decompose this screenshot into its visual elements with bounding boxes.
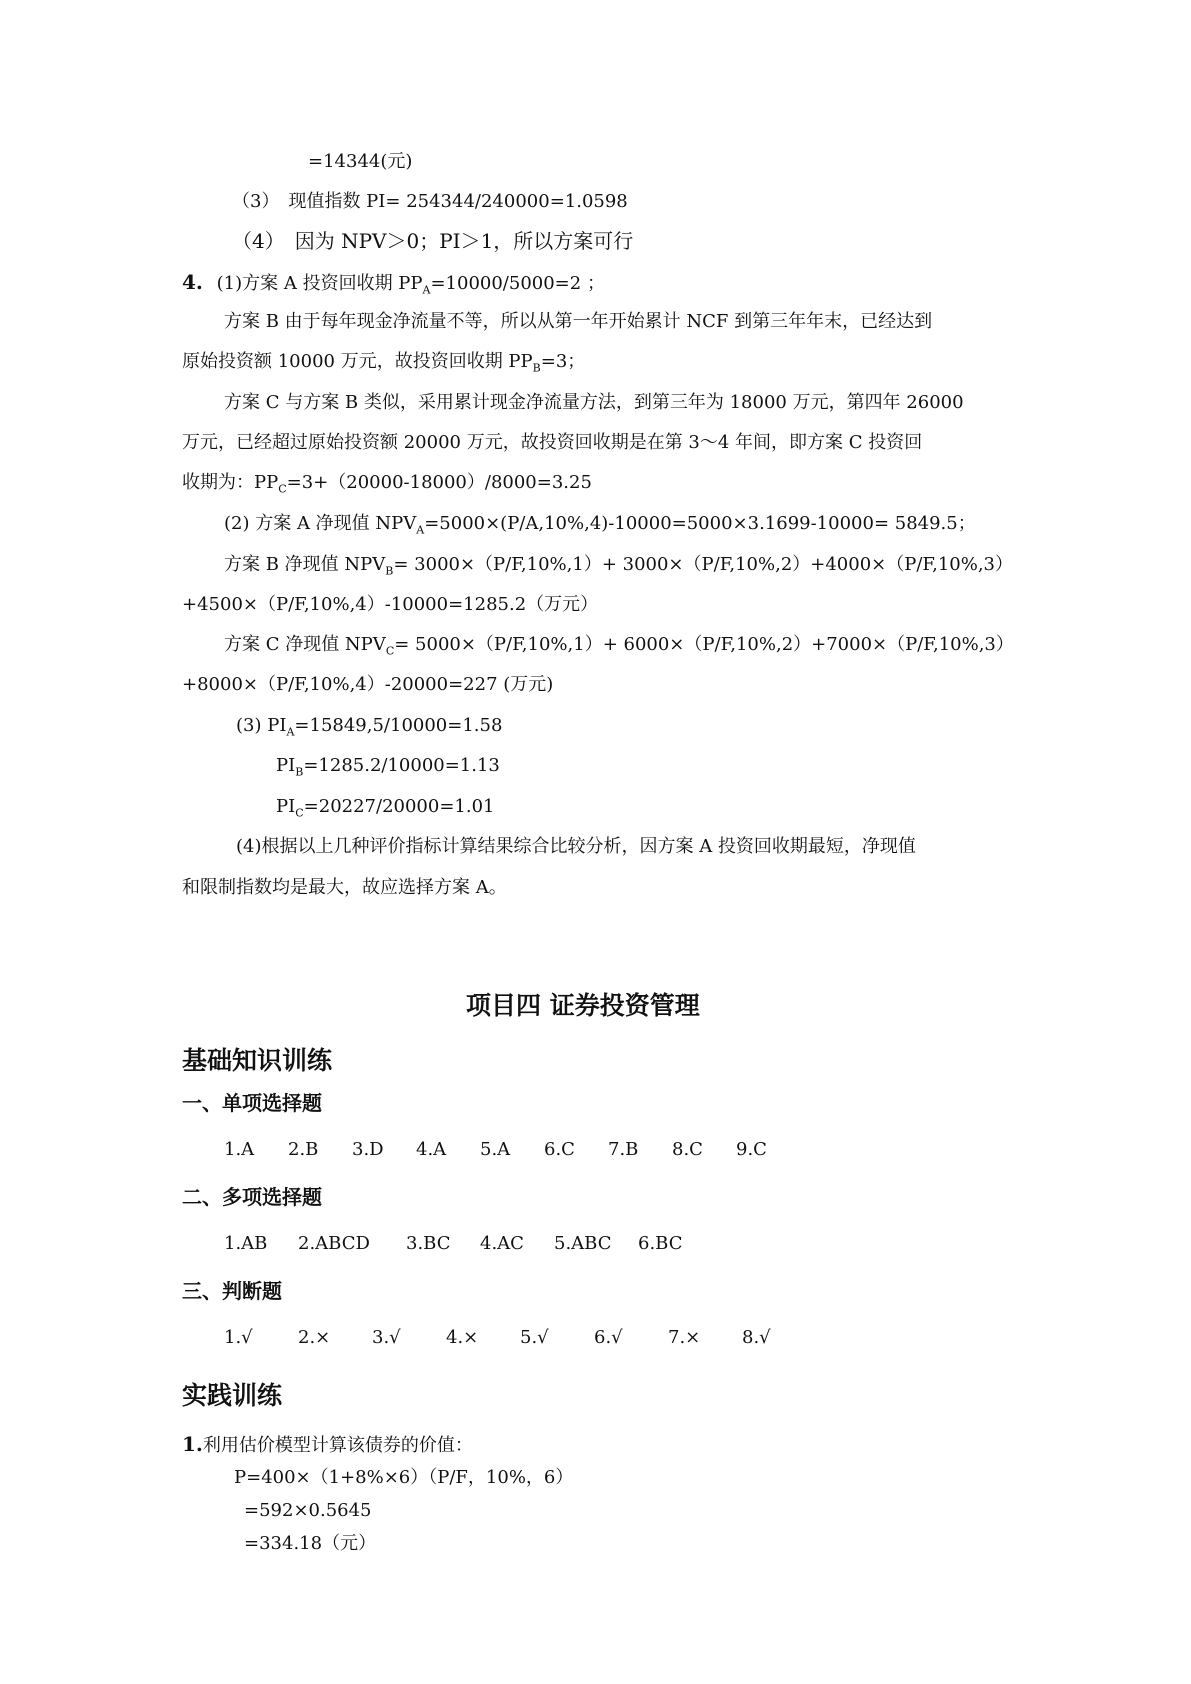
text-segment: 利用估价模型计算该债券的价值： xyxy=(202,1435,473,1456)
text-line: (4)根据以上几种评价指标计算结果综合比较分析，因方案 A 投资回收期最短，净现值 xyxy=(236,836,916,857)
subscript: B xyxy=(295,765,304,779)
text-segment: =1285.2/10000=1.13 xyxy=(303,755,500,776)
subscript: A xyxy=(416,523,425,537)
text-segment: =3； xyxy=(540,351,586,372)
text-line xyxy=(224,553,1013,584)
formula-line: =592×0.5645 xyxy=(244,1500,372,1521)
text-segment: = 3000×（P/F,10%,1）+ 3000×（P/F,10%,2）+4000×（P/F,10%,3） xyxy=(393,554,1014,575)
section-title-basic: 基础知识训练 xyxy=(182,1046,333,1075)
answer-item: 9.C xyxy=(736,1139,767,1160)
text-segment: 方案 B 净现值 NPV xyxy=(224,554,386,575)
answer-item: 6.C xyxy=(544,1139,575,1160)
answer-item: 1.√ xyxy=(224,1327,253,1348)
answer-item: 3.√ xyxy=(372,1327,401,1348)
formula-line: P=400×（1+8%×6）（P/F，10%，6） xyxy=(234,1467,574,1488)
answer-row-multiple-choice xyxy=(224,1232,698,1256)
text-segment: =15849,5/10000=1.58 xyxy=(294,715,503,736)
text-segment: (1)方案 A 投资回收期 PP xyxy=(216,273,423,294)
answer-item: 1.AB xyxy=(224,1233,268,1254)
answer-item: 3.BC xyxy=(406,1233,451,1254)
subscript: C xyxy=(278,482,287,496)
subscript: C xyxy=(295,806,304,820)
text-line xyxy=(224,633,1014,664)
text-segment: =20227/20000=1.01 xyxy=(303,796,495,817)
answer-item: 8.C xyxy=(672,1139,703,1160)
text-line xyxy=(182,350,585,381)
subscript: A xyxy=(286,725,295,739)
answer-item: 6.√ xyxy=(594,1327,623,1348)
answer-item: 1.A xyxy=(224,1139,255,1160)
subscript: C xyxy=(385,644,395,658)
answer-item: 5.√ xyxy=(520,1327,549,1348)
text-segment: 原始投资额 10000 万元，故投资回收期 PP xyxy=(182,351,533,372)
answer-item: 7.B xyxy=(608,1139,639,1160)
text-segment: (2) 方案 A 净现值 NPV xyxy=(224,513,417,534)
question-number: 4. xyxy=(182,270,203,294)
answer-item: 6.BC xyxy=(638,1233,683,1254)
text-segment: PI xyxy=(276,755,296,776)
text-line: 万元，已经超过原始投资额 20000 万元，故投资回收期是在第 3～4 年间，即方案 C 投资回 xyxy=(182,432,923,453)
text-line: =14344(元) xyxy=(308,151,413,172)
answer-item: 4.AC xyxy=(480,1233,524,1254)
text-line: 方案 C 与方案 B 类似，采用累计现金净流量方法，到第三年为 18000 万元，第四年 26000 xyxy=(224,392,964,413)
practice-question-1 xyxy=(182,1432,473,1458)
text-line: +4500×（P/F,10%,4）-10000=1285.2（万元） xyxy=(182,594,599,615)
subsection-title-multiple-choice: 二、多项选择题 xyxy=(182,1185,322,1209)
text-line xyxy=(276,754,500,785)
text-line xyxy=(224,512,976,543)
answer-item: 2.ABCD xyxy=(298,1233,370,1254)
text-segment: PI xyxy=(276,796,296,817)
text-line xyxy=(182,471,592,502)
text-line xyxy=(276,795,494,826)
answer-item: 4.× xyxy=(446,1327,479,1348)
text-line: 和限制指数均是最大，故应选择方案 A。 xyxy=(182,877,507,898)
answer-item: 5.A xyxy=(480,1139,511,1160)
subscript: B xyxy=(532,361,541,375)
subsection-title-true-false: 三、判断题 xyxy=(182,1279,282,1303)
answer-row-true-false xyxy=(224,1326,816,1350)
answer-item: 7.× xyxy=(668,1327,701,1348)
answer-item: 3.D xyxy=(352,1139,384,1160)
text-segment: =5000×(P/A,10%,4)-10000=5000×3.1699-10000= 5849.5； xyxy=(424,513,976,534)
text-line: （3） 现值指数 PI= 254344/240000=1.0598 xyxy=(232,191,628,212)
answer-item: 2.× xyxy=(298,1327,331,1348)
formula-line: =334.18（元） xyxy=(244,1533,377,1554)
text-segment: =10000/5000=2 ； xyxy=(430,273,605,294)
answer-item: 2.B xyxy=(288,1139,319,1160)
text-line xyxy=(236,714,502,745)
question-4-line xyxy=(182,270,605,303)
text-line: （4） 因为 NPV＞0；PI＞1，所以方案可行 xyxy=(232,229,634,253)
answer-item: 4.A xyxy=(416,1139,447,1160)
project-title: 项目四 证券投资管理 xyxy=(466,991,700,1020)
answer-item: 5.ABC xyxy=(554,1233,612,1254)
text-segment: 方案 C 净现值 NPV xyxy=(224,634,386,655)
text-segment: (3) PI xyxy=(236,715,287,736)
text-line: +8000×（P/F,10%,4）-20000=227 (万元) xyxy=(182,674,554,695)
answer-item: 8.√ xyxy=(742,1327,771,1348)
answer-row-single-choice xyxy=(224,1138,800,1162)
question-number: 1. xyxy=(182,1432,203,1456)
text-segment: = 5000×（P/F,10%,1）+ 6000×（P/F,10%,2）+7000×（P/F,10%,3） xyxy=(394,634,1014,655)
subscript: B xyxy=(385,564,394,578)
text-segment: =3+（20000-18000）/8000=3.25 xyxy=(286,472,592,493)
section-title-practice: 实践训练 xyxy=(182,1381,283,1410)
text-segment: 收期为：PP xyxy=(182,472,279,493)
text-line: 方案 B 由于每年现金净流量不等，所以从第一年开始累计 NCF 到第三年年末，已经达到 xyxy=(224,311,933,332)
subsection-title-single-choice: 一、单项选择题 xyxy=(182,1091,322,1115)
subscript: A xyxy=(422,283,431,297)
